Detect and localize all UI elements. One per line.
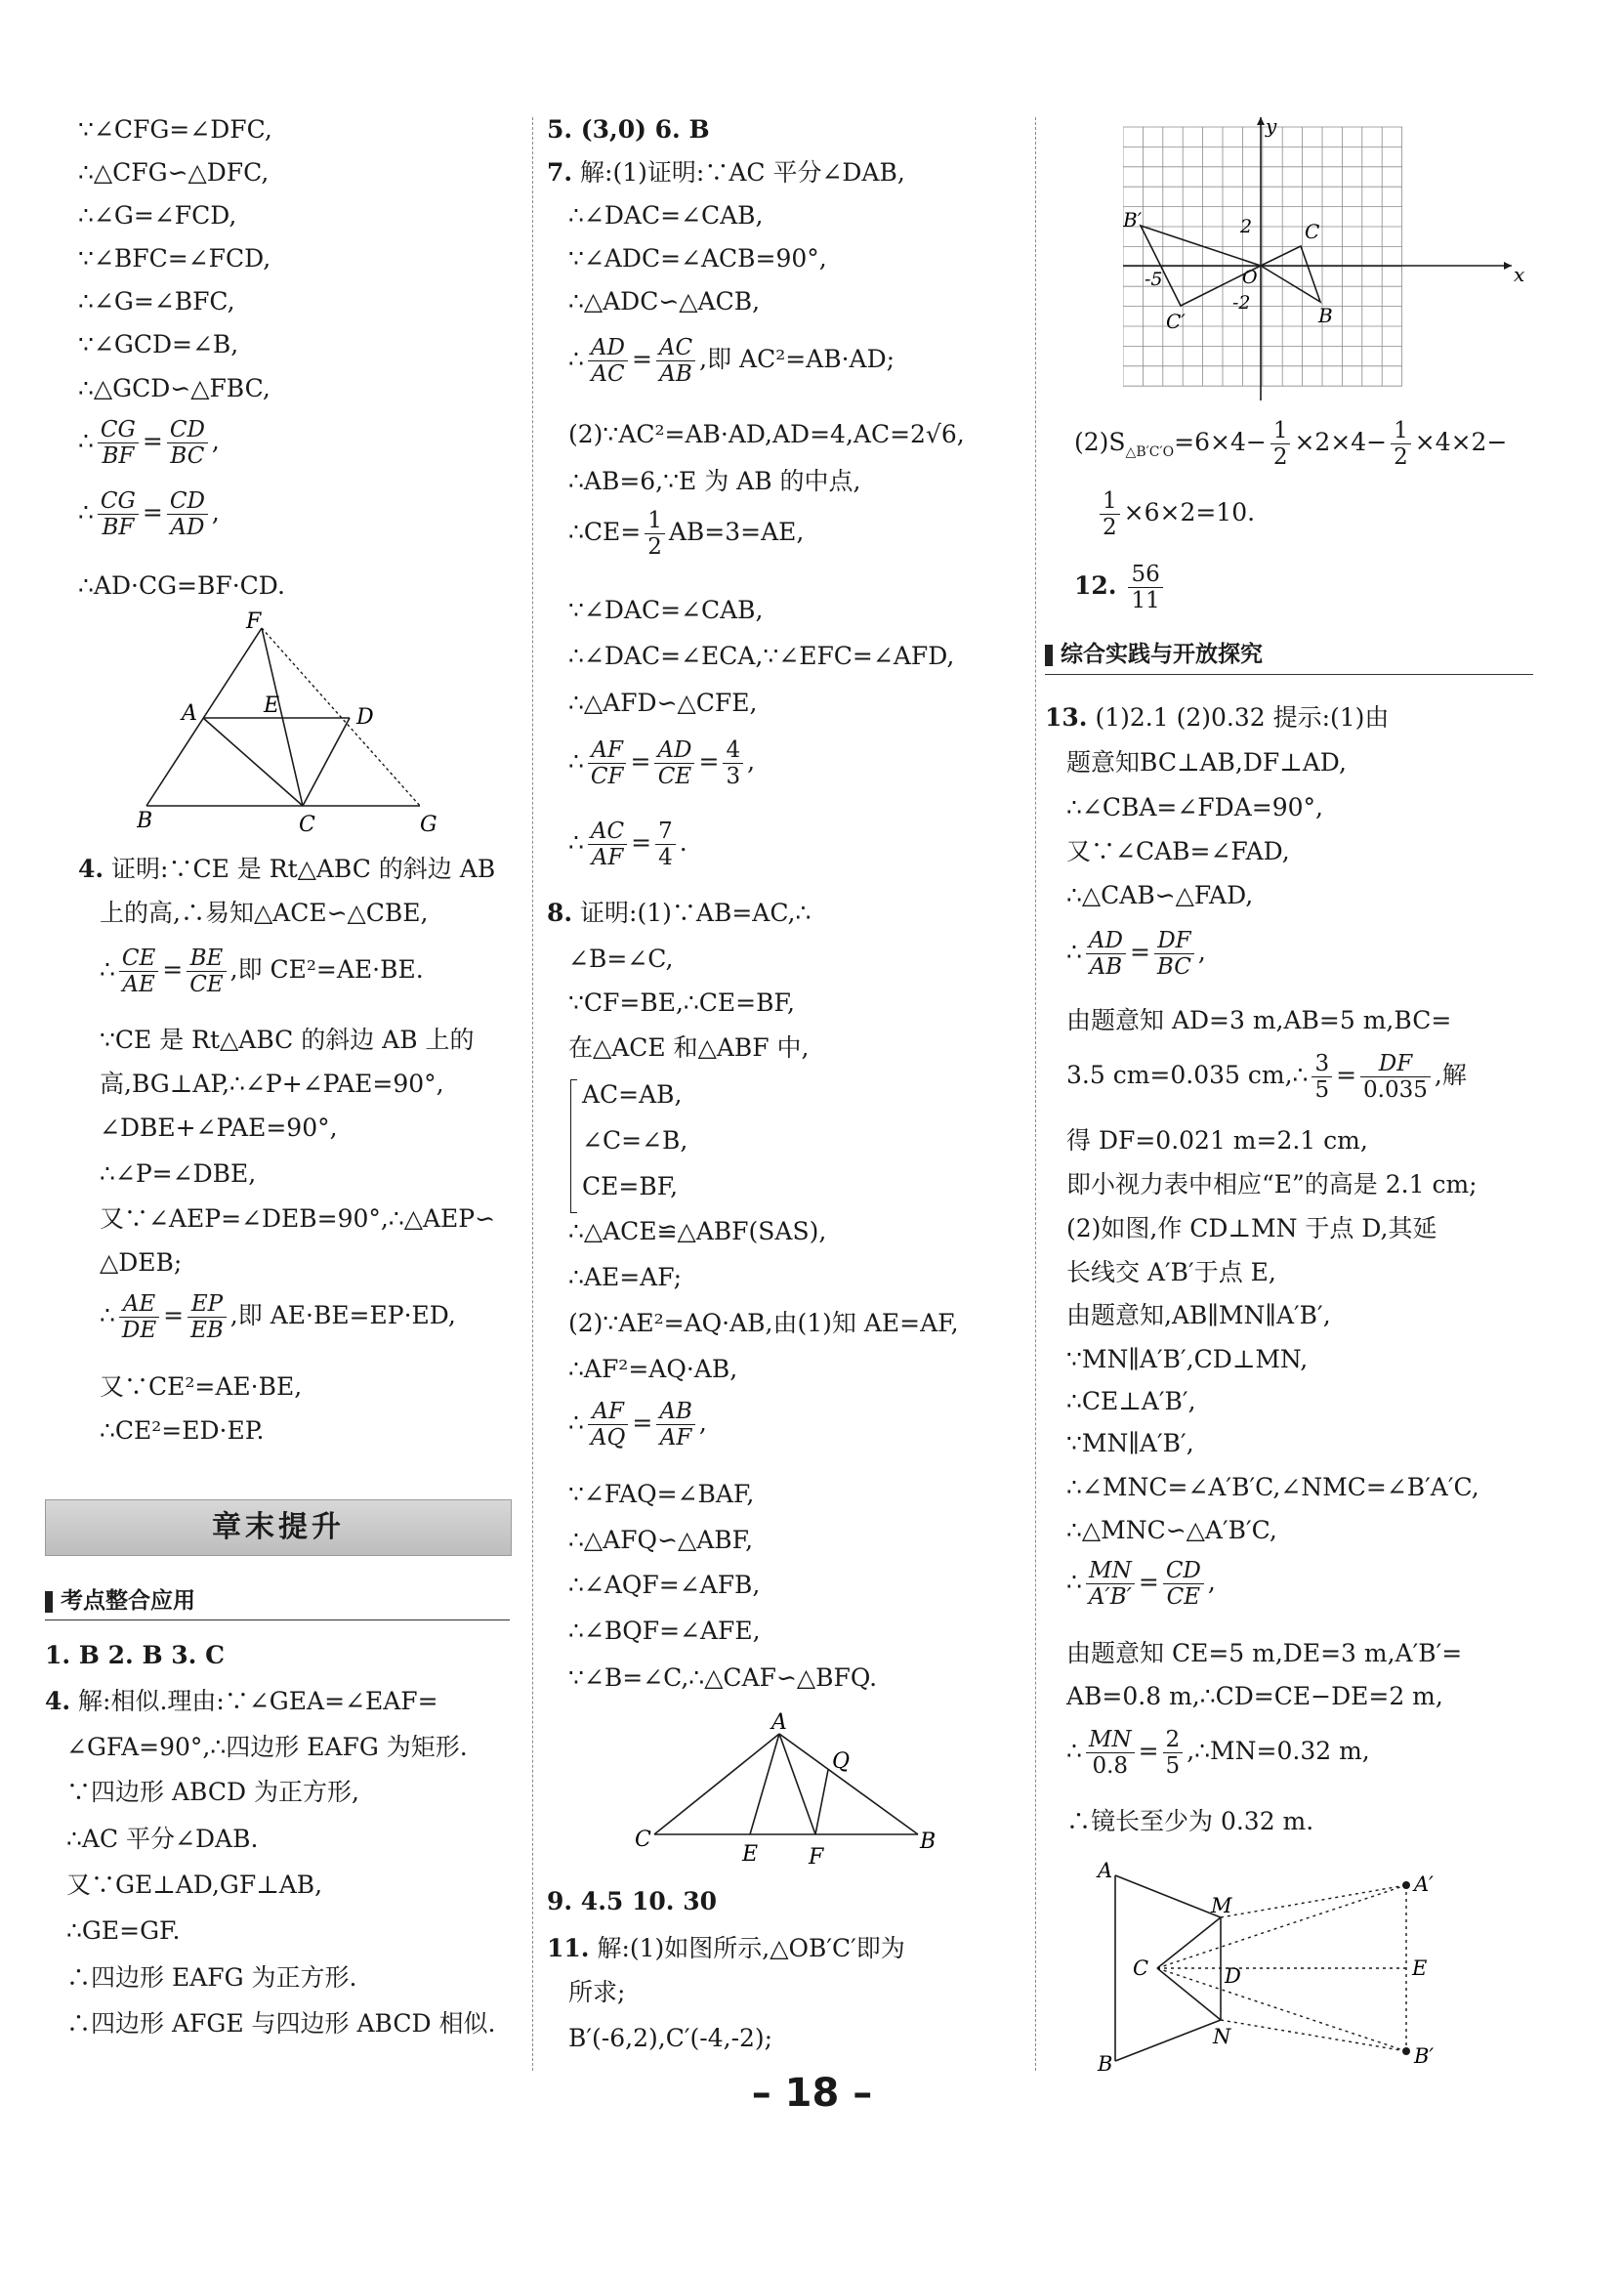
fraction: $\frac{CG}{BF}$ [98,417,139,469]
question-11-line: 11. 解:(1)如图所示,△OB′C′即为 [547,1934,905,1962]
point-label: F [809,1845,824,1870]
question-13-line: 13. (1)2.1 (2)0.32 提示:(1)由 [1045,703,1390,732]
text-line: ∠C=∠B, [582,1126,688,1155]
system-brace [570,1079,577,1213]
fraction: $\frac{AF}{CF}$ [588,737,627,789]
fraction-line: ∴ $\frac{MN}{A'B'}$ = $\frac{CD}{CE}$ , [1066,1558,1216,1610]
text-line: ∴∠G=∠BFC, [78,287,235,315]
fraction: $\frac{AF}{AQ}$ [588,1399,628,1451]
fraction: $\frac{CD}{AD}$ [167,488,208,540]
column-separator-1 [532,117,533,2071]
text-line: ∴GE=GF. [66,1916,181,1945]
section-rule [1045,674,1533,675]
fraction: $\frac{1}{2}$ [645,508,665,560]
text-line: ∵∠BFC=∠FCD, [78,244,271,273]
text-line: ∴∠P=∠DBE, [100,1159,257,1188]
text-line: 上的高,∴易知△ACE∽△CBE, [100,899,429,927]
tick-label: -5 [1145,269,1163,290]
text-line: ∴△GCD∽△FBC, [78,374,271,402]
text-line: 又∵CE²=AE·BE, [100,1372,303,1401]
fraction: $\frac{1}{2}$ [1270,418,1291,470]
text-line: 得 DF=0.021 m=2.1 cm, [1066,1126,1368,1155]
point-label: E [742,1842,759,1867]
page-number: – 18 – [751,2071,873,2116]
point-label: E [1412,1956,1428,1980]
point-label: G [420,813,437,837]
point-label: C [635,1828,651,1852]
point-label: F [246,610,262,634]
text-line: 由题意知 AD=3 m,AB=5 m,BC= [1066,1006,1452,1034]
text-line: ∴四边形 EAFG 为正方形. [66,1963,357,1992]
text-line: 高,BG⊥AP,∴∠P+∠PAE=90°, [100,1070,444,1098]
point-label: B [1098,2052,1113,2076]
text-line: ∴∠MNC=∠A′B′C,∠NMC=∠B′A′C, [1066,1473,1479,1501]
column-separator-2 [1035,117,1036,2071]
fraction: $\frac{CE}{AE}$ [119,946,158,997]
text-line: ∴AD·CG=BF·CD. [78,571,285,600]
text-line: ∠GFA=90°,∴四边形 EAFG 为矩形. [66,1733,468,1761]
text-line: ∠B=∠C, [568,945,674,973]
fraction-line: ∴ $\frac{MN}{0.8}$ = $\frac{2}{5}$ ,∴MN=0.32 m, [1066,1727,1370,1779]
point-label: Q [832,1749,851,1774]
fraction-line: 3.5 cm=0.035 cm,∴ $\frac{3}{5}$ = $\frac{DF}{0.035}$ ,解 [1066,1051,1467,1103]
text-line: △DEB; [100,1248,183,1277]
fraction: $\frac{CG}{BF}$ [98,488,139,540]
text-line: 题意知BC⊥AB,DF⊥AD, [1066,748,1347,777]
point-label: D [1225,1964,1241,1988]
text-line: AB=0.8 m,∴CD=CE−DE=2 m, [1066,1682,1443,1710]
fraction: $\frac{1}{2}$ [1391,418,1411,470]
tick-label: 2 [1240,216,1253,237]
point-label: B [137,809,153,833]
text-line: ∴△AFD∽△CFE, [568,689,758,717]
text-line: 长线交 A′B′于点 E, [1066,1258,1276,1286]
fraction-line: ∴ $\frac{AF}{CF}$ = $\frac{AD}{CE}$ = $\frac{4}{3}$ , [568,737,756,789]
fraction: $\frac{DF}{0.035}$ [1360,1051,1431,1103]
text-line: ∵CE 是 Rt△ABC 的斜边 AB 上的 [100,1026,475,1054]
geometry-figure-1 [137,610,527,845]
point-label: C′ [1166,310,1186,333]
tick-label: -2 [1232,292,1251,314]
text-line: ∴镜长至少为 0.32 m. [1066,1807,1314,1835]
text-line: ∵∠B=∠C,∴△CAF∽△BFQ. [568,1663,878,1692]
text-line: ∴∠CBA=∠FDA=90°, [1066,793,1323,821]
fraction-line: ∴ $\frac{AE}{DE}$ = $\frac{EP}{EB}$ ,即 AE·BE=EP·ED, [100,1291,456,1343]
question-12-line: 12. $\frac{56}{11}$ [1074,562,1167,613]
point-label: B′ [1414,2044,1435,2068]
text-line: 即小视力表中相应“E”的高是 2.1 cm; [1066,1170,1478,1199]
text-line: 由题意知,AB∥MN∥A′B′, [1066,1301,1331,1329]
fraction: $\frac{3}{5}$ [1312,1051,1332,1103]
text-line: ∴四边形 AFGE 与四边形 ABCD 相似. [66,2009,496,2038]
text-line: ∵四边形 ABCD 为正方形, [66,1778,359,1806]
text-line: ∴AF²=AQ·AB, [568,1355,738,1383]
text-line: ∴CE²=ED·EP. [100,1416,265,1445]
point-label: M [1211,1894,1232,1917]
text-line: ∵MN∥A′B′,CD⊥MN, [1066,1345,1309,1373]
point-label: C [299,813,315,837]
point-label: D [356,705,374,730]
fraction: $\frac{AE}{DE}$ [119,1291,159,1343]
answers-1-3: 1. B 2. B 3. C [45,1641,225,1669]
fraction: $\frac{AB}{AF}$ [656,1399,695,1451]
fraction: $\frac{DF}{BC}$ [1154,928,1194,980]
text-line: CE=BF, [582,1172,679,1200]
fraction: $\frac{2}{5}$ [1163,1727,1184,1779]
text-line: (2)如图,作 CD⊥MN 于点 D,其延 [1066,1214,1437,1242]
chapter-banner: 章末提升 [45,1499,512,1556]
point-label: A [1098,1859,1113,1882]
fraction-line: ∴ $\frac{CE}{AE}$ = $\frac{BE}{CE}$ ,即 CE²=AE·BE. [100,946,424,997]
text-line: ∵MN∥A′B′, [1066,1429,1194,1457]
point-label: B [920,1829,937,1854]
fraction-line: ∴ $\frac{AD}{AB}$ = $\frac{DF}{BC}$ , [1066,928,1206,980]
point-label: B′ [1123,208,1143,231]
question-7-line: 7. 解:(1)证明:∵AC 平分∠DAB, [547,158,905,187]
text-line: 在△ACE 和△ABF 中, [568,1033,810,1062]
text-line: ∵∠GCD=∠B, [78,330,239,358]
text-line: ∵∠ADC=∠ACB=90°, [568,244,827,273]
fraction-line: ∴CE= $\frac{1}{2}$ AB=3=AE, [568,508,805,560]
text-line: ∵∠FAQ=∠BAF, [568,1480,755,1508]
fraction: $\frac{AD}{AB}$ [1086,928,1126,980]
text-line: (2)∵AC²=AB·AD,AD=4,AC=2√6, [568,420,965,448]
text-line: ∴△CAB∽△FAD, [1066,881,1254,909]
point-label: A [771,1710,787,1735]
text-line: ∴△CFG∽△DFC, [78,158,270,187]
text-line: ∵CF=BE,∴CE=BF, [568,988,795,1017]
area-formula-line: $(2)S_{\triangle B'C'O}=6\times 4-$ $\frac{1}{2}$ ×2×4− $\frac{1}{2}$ ×4×2− [1074,418,1508,470]
area-formula-line-2: $\frac{1}{2}$ ×6×2=10. [1074,488,1255,540]
text-line: B′(-6,2),C′(-4,-2); [568,2024,773,2052]
text-line: ∴∠DAC=∠CAB, [568,201,764,230]
answers-5-6: 5. (3,0) 6. B [547,115,710,144]
section-header: 综合实践与开放探究 [1045,640,1263,669]
text-line: 又∵∠AEP=∠DEB=90°,∴△AEP∽ [100,1204,496,1233]
section-rule [45,1619,510,1620]
fraction: $\frac{AC}{AB}$ [656,335,695,387]
point-label: C [1133,1956,1149,1980]
text-line: ∴△AFQ∽△ABF, [568,1526,754,1554]
text-line: AC=AB, [582,1080,683,1109]
fraction: $\frac{AD}{AC}$ [588,335,628,387]
fraction: $\frac{1}{2}$ [1100,488,1120,540]
text-line: ∴∠AQF=∠AFB, [568,1571,761,1599]
section-header: 考点整合应用 [45,1586,195,1616]
fraction: $\frac{CD}{BC}$ [167,417,208,469]
mirror-figure [1084,1856,1514,2081]
fraction-line: ∴ $\frac{CG}{BF}$ = $\frac{CD}{BC}$ , [78,417,220,469]
text-line: ∴∠BQF=∠AFE, [568,1617,761,1645]
text-line: ∵∠CFG=∠DFC, [78,115,272,144]
question-4-line: 4. 证明:∵CE 是 Rt△ABC 的斜边 AB [78,855,496,883]
answers-9-10: 9. 4.5 10. 30 [547,1887,717,1915]
fraction: $\frac{AD}{CE}$ [654,737,694,789]
axis-label-x: x [1514,263,1525,286]
text-line: 由题意知 CE=5 m,DE=3 m,A′B′= [1066,1639,1463,1667]
text-line: ∴∠DAC=∠ECA,∵∠EFC=∠AFD, [568,642,955,670]
fraction-line: ∴ $\frac{AD}{AC}$ = $\frac{AC}{AB}$ ,即 AC²=AB·AD; [568,335,895,387]
text-line: ∴CE⊥A′B′, [1066,1387,1196,1415]
coordinate-grid [1123,117,1533,410]
text-line: ∴AC 平分∠DAB. [66,1825,259,1853]
fraction: $\frac{AC}{AF}$ [588,819,627,870]
text-line: ∠DBE+∠PAE=90°, [100,1114,338,1142]
fraction: $\frac{CD}{CE}$ [1163,1558,1204,1610]
point-label: C [1305,220,1320,243]
point-label: N [1213,2025,1231,2048]
fraction-line: ∴ $\frac{AC}{AF}$ = $\frac{7}{4}$ . [568,819,687,870]
point-label: A [182,701,197,726]
fraction: $\frac{7}{4}$ [655,819,676,870]
triangle-OBC [1261,246,1320,302]
fraction: $\frac{MN}{0.8}$ [1086,1727,1135,1779]
fraction: $\frac{EP}{EB}$ [187,1291,227,1343]
text-line: ∴△ACE≌△ABF(SAS), [568,1217,827,1245]
point-label: A′ [1414,1872,1434,1896]
point-label: B [1318,304,1333,327]
fraction: $\frac{BE}{CE}$ [187,946,226,997]
text-line: ∴AB=6,∵E 为 AB 的中点, [568,467,861,495]
text-line: 所求; [568,1978,626,2006]
fraction: $\frac{MN}{A'B'}$ [1086,1558,1135,1610]
geometry-figure-2 [605,1709,977,1885]
text-line: ∴△ADC∽△ACB, [568,287,761,315]
text-line: ∴∠G=∠FCD, [78,201,237,230]
text-line: ∵∠DAC=∠CAB, [568,596,764,624]
fraction-line: ∴ $\frac{CG}{BF}$ = $\frac{CD}{AD}$ , [78,488,220,540]
point-label: O [1242,267,1258,288]
text-line: (2)∵AE²=AQ·AB,由(1)知 AE=AF, [568,1309,959,1337]
fraction-line: ∴ $\frac{AF}{AQ}$ = $\frac{AB}{AF}$ , [568,1399,707,1451]
axis-label-y: y [1266,117,1277,138]
text-line: ∴△MNC∽△A′B′C, [1066,1516,1277,1544]
fraction: $\frac{56}{11}$ [1128,562,1162,613]
question-4b-line: 4. 解:相似.理由:∵∠GEA=∠EAF= [45,1687,438,1715]
fraction: $\frac{4}{3}$ [723,737,743,789]
text-line: ∴AE=AF; [568,1263,683,1291]
text-line: 又∵GE⊥AD,GF⊥AB, [66,1871,323,1899]
point-label: E [264,694,280,718]
question-8-line: 8. 证明:(1)∵AB=AC,∴ [547,899,812,927]
text-line: 又∵∠CAB=∠FAD, [1066,837,1290,865]
